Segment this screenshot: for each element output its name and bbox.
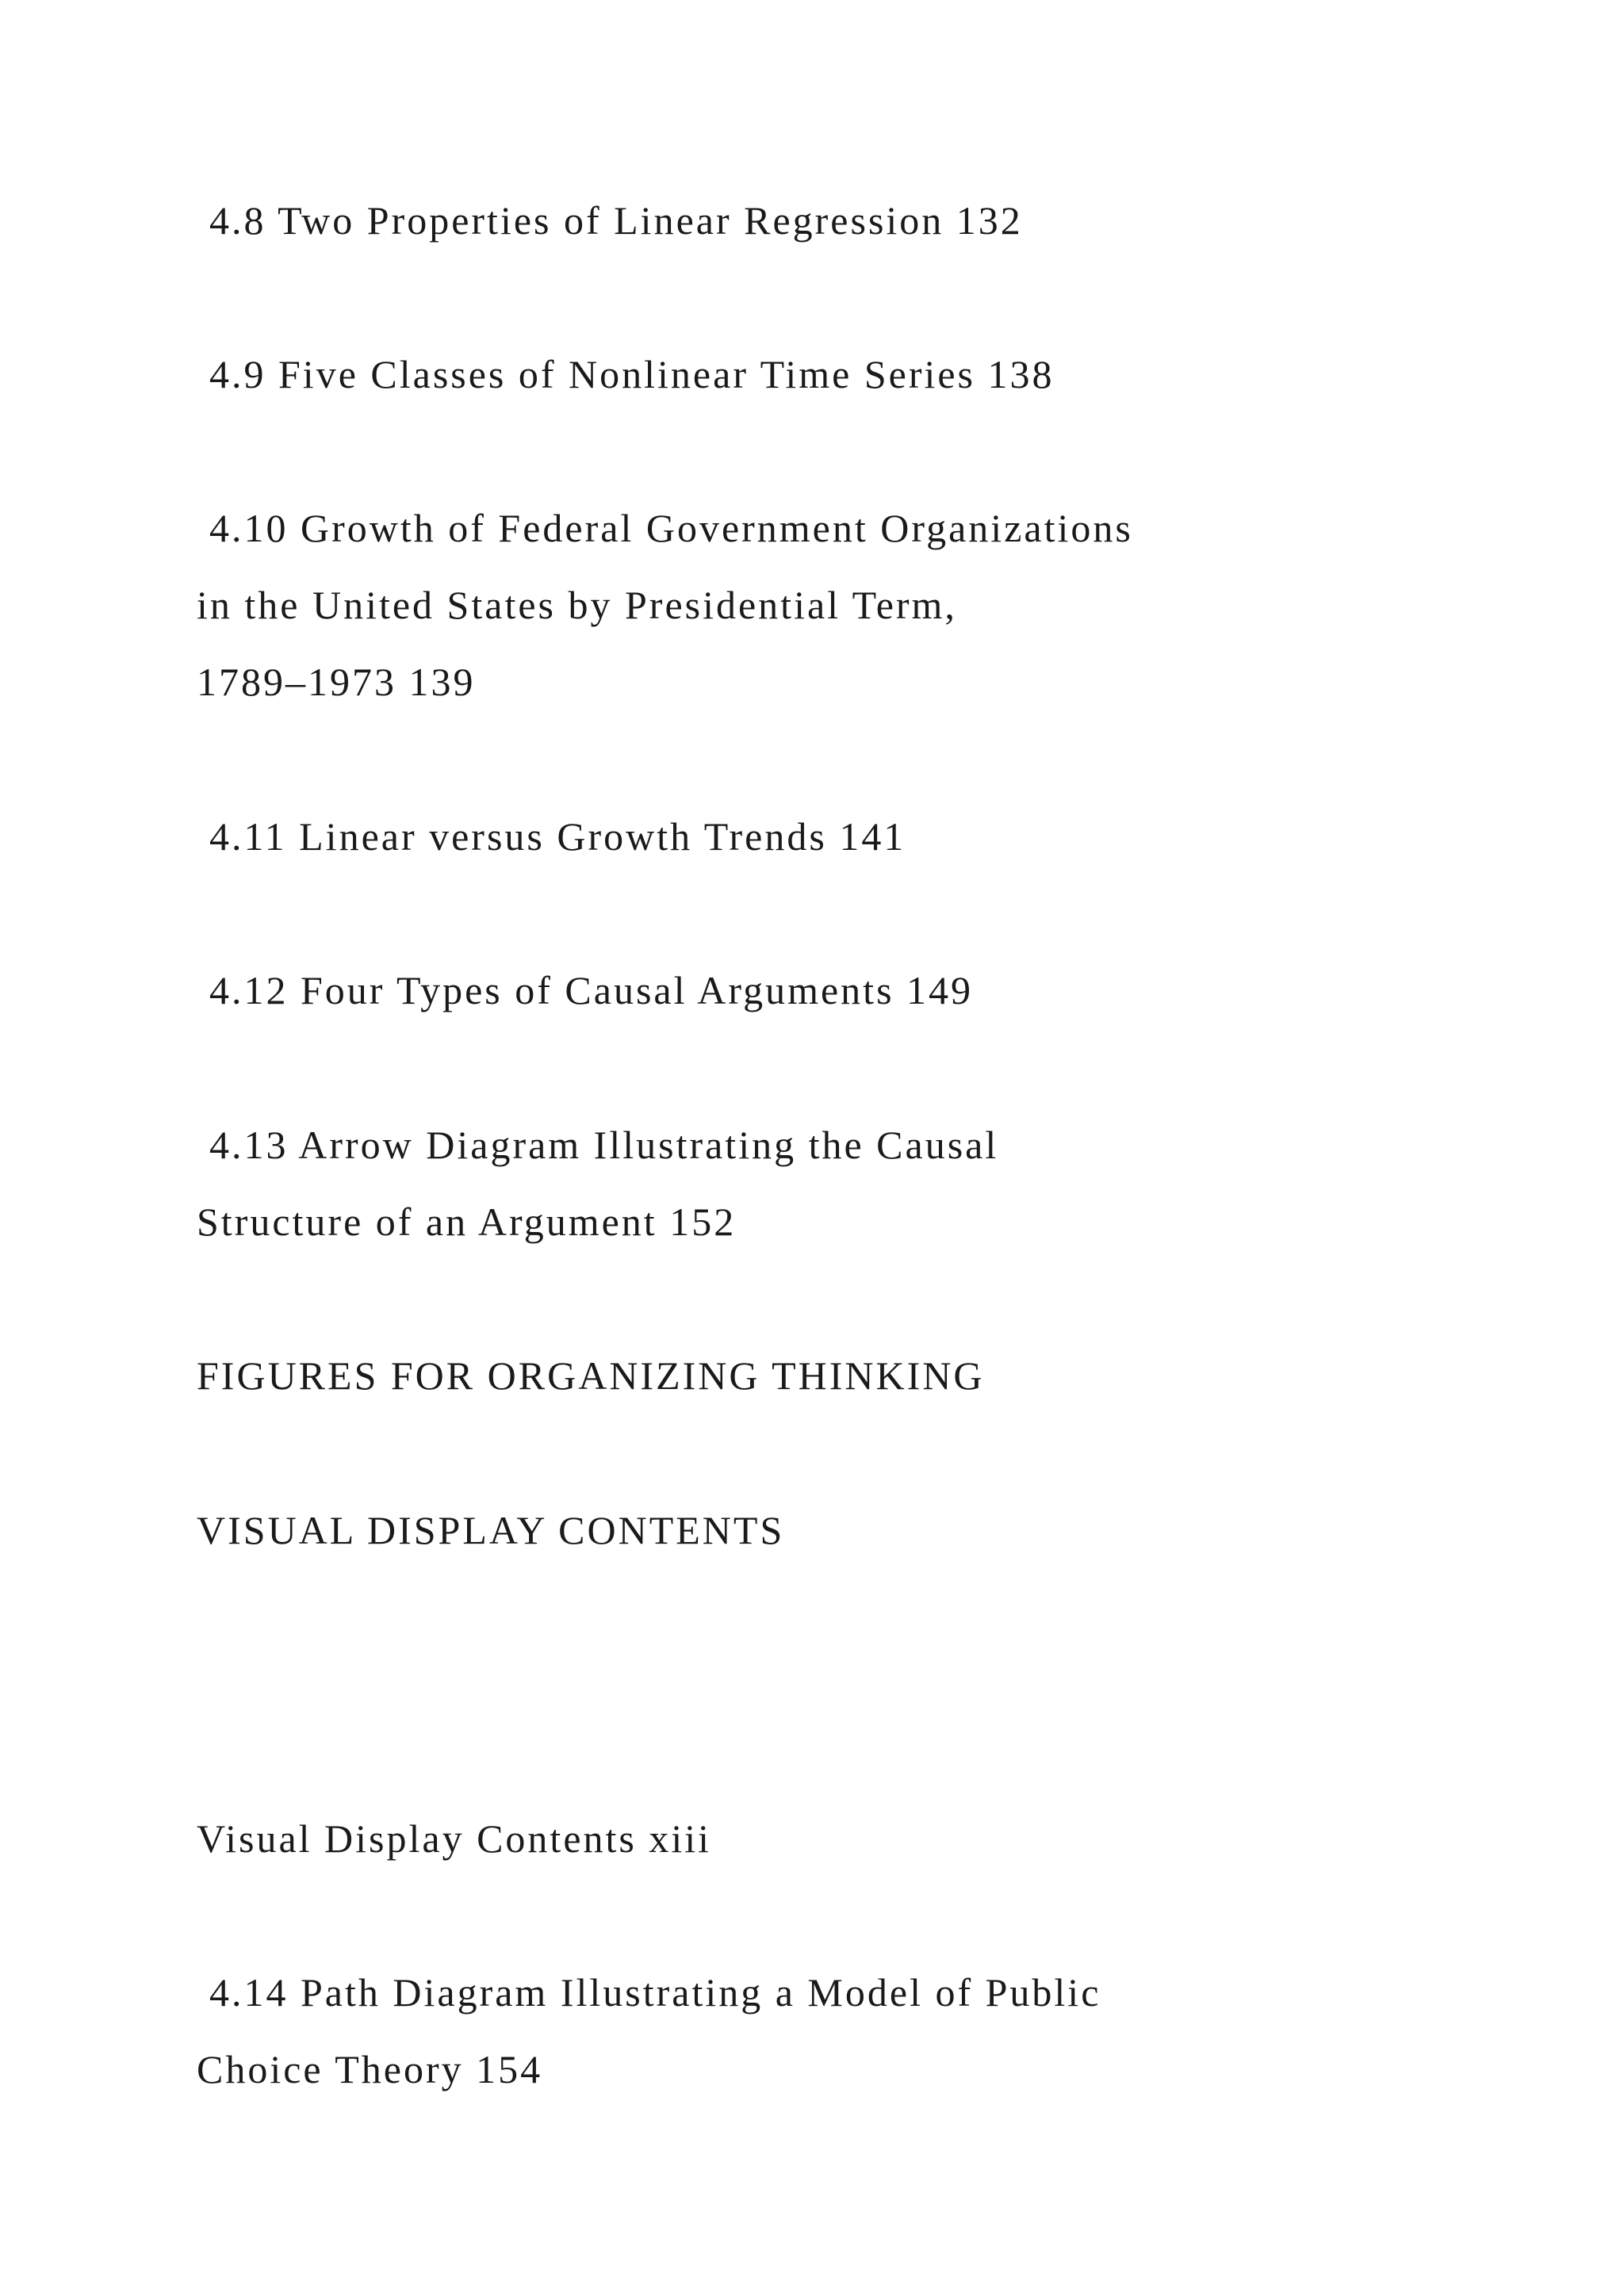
toc-entry-4-14-line-2: Choice Theory 154	[197, 2047, 543, 2091]
toc-entry-4-13-line-2: Structure of an Argument 152	[197, 1200, 737, 1244]
toc-entry-4-10-line-1: 4.10 Growth of Federal Government Organizations	[209, 506, 1133, 550]
section-heading: FIGURES FOR ORGANIZING THINKING	[197, 1353, 985, 1398]
running-title: VISUAL DISPLAY CONTENTS	[197, 1508, 785, 1552]
toc-entry-4-10-line-3: 1789–1973 139	[197, 660, 476, 704]
toc-entry-4-13-line-1: 4.13 Arrow Diagram Illustrating the Causal	[209, 1123, 999, 1167]
toc-entry-4-9: 4.9 Five Classes of Nonlinear Time Series 138	[209, 352, 1055, 396]
toc-entry-4-8: 4.8 Two Properties of Linear Regression 132	[209, 198, 1023, 243]
toc-entry-4-11: 4.11 Linear versus Growth Trends 141	[209, 814, 906, 859]
toc-entry-4-12: 4.12 Four Types of Causal Arguments 149	[209, 968, 974, 1012]
page-footer: Visual Display Contents xiii	[197, 1816, 712, 1861]
toc-entry-4-14-line-1: 4.14 Path Diagram Illustrating a Model of Public	[209, 1970, 1101, 2015]
toc-entry-4-10-line-2: in the United States by Presidential Term,	[197, 583, 957, 627]
